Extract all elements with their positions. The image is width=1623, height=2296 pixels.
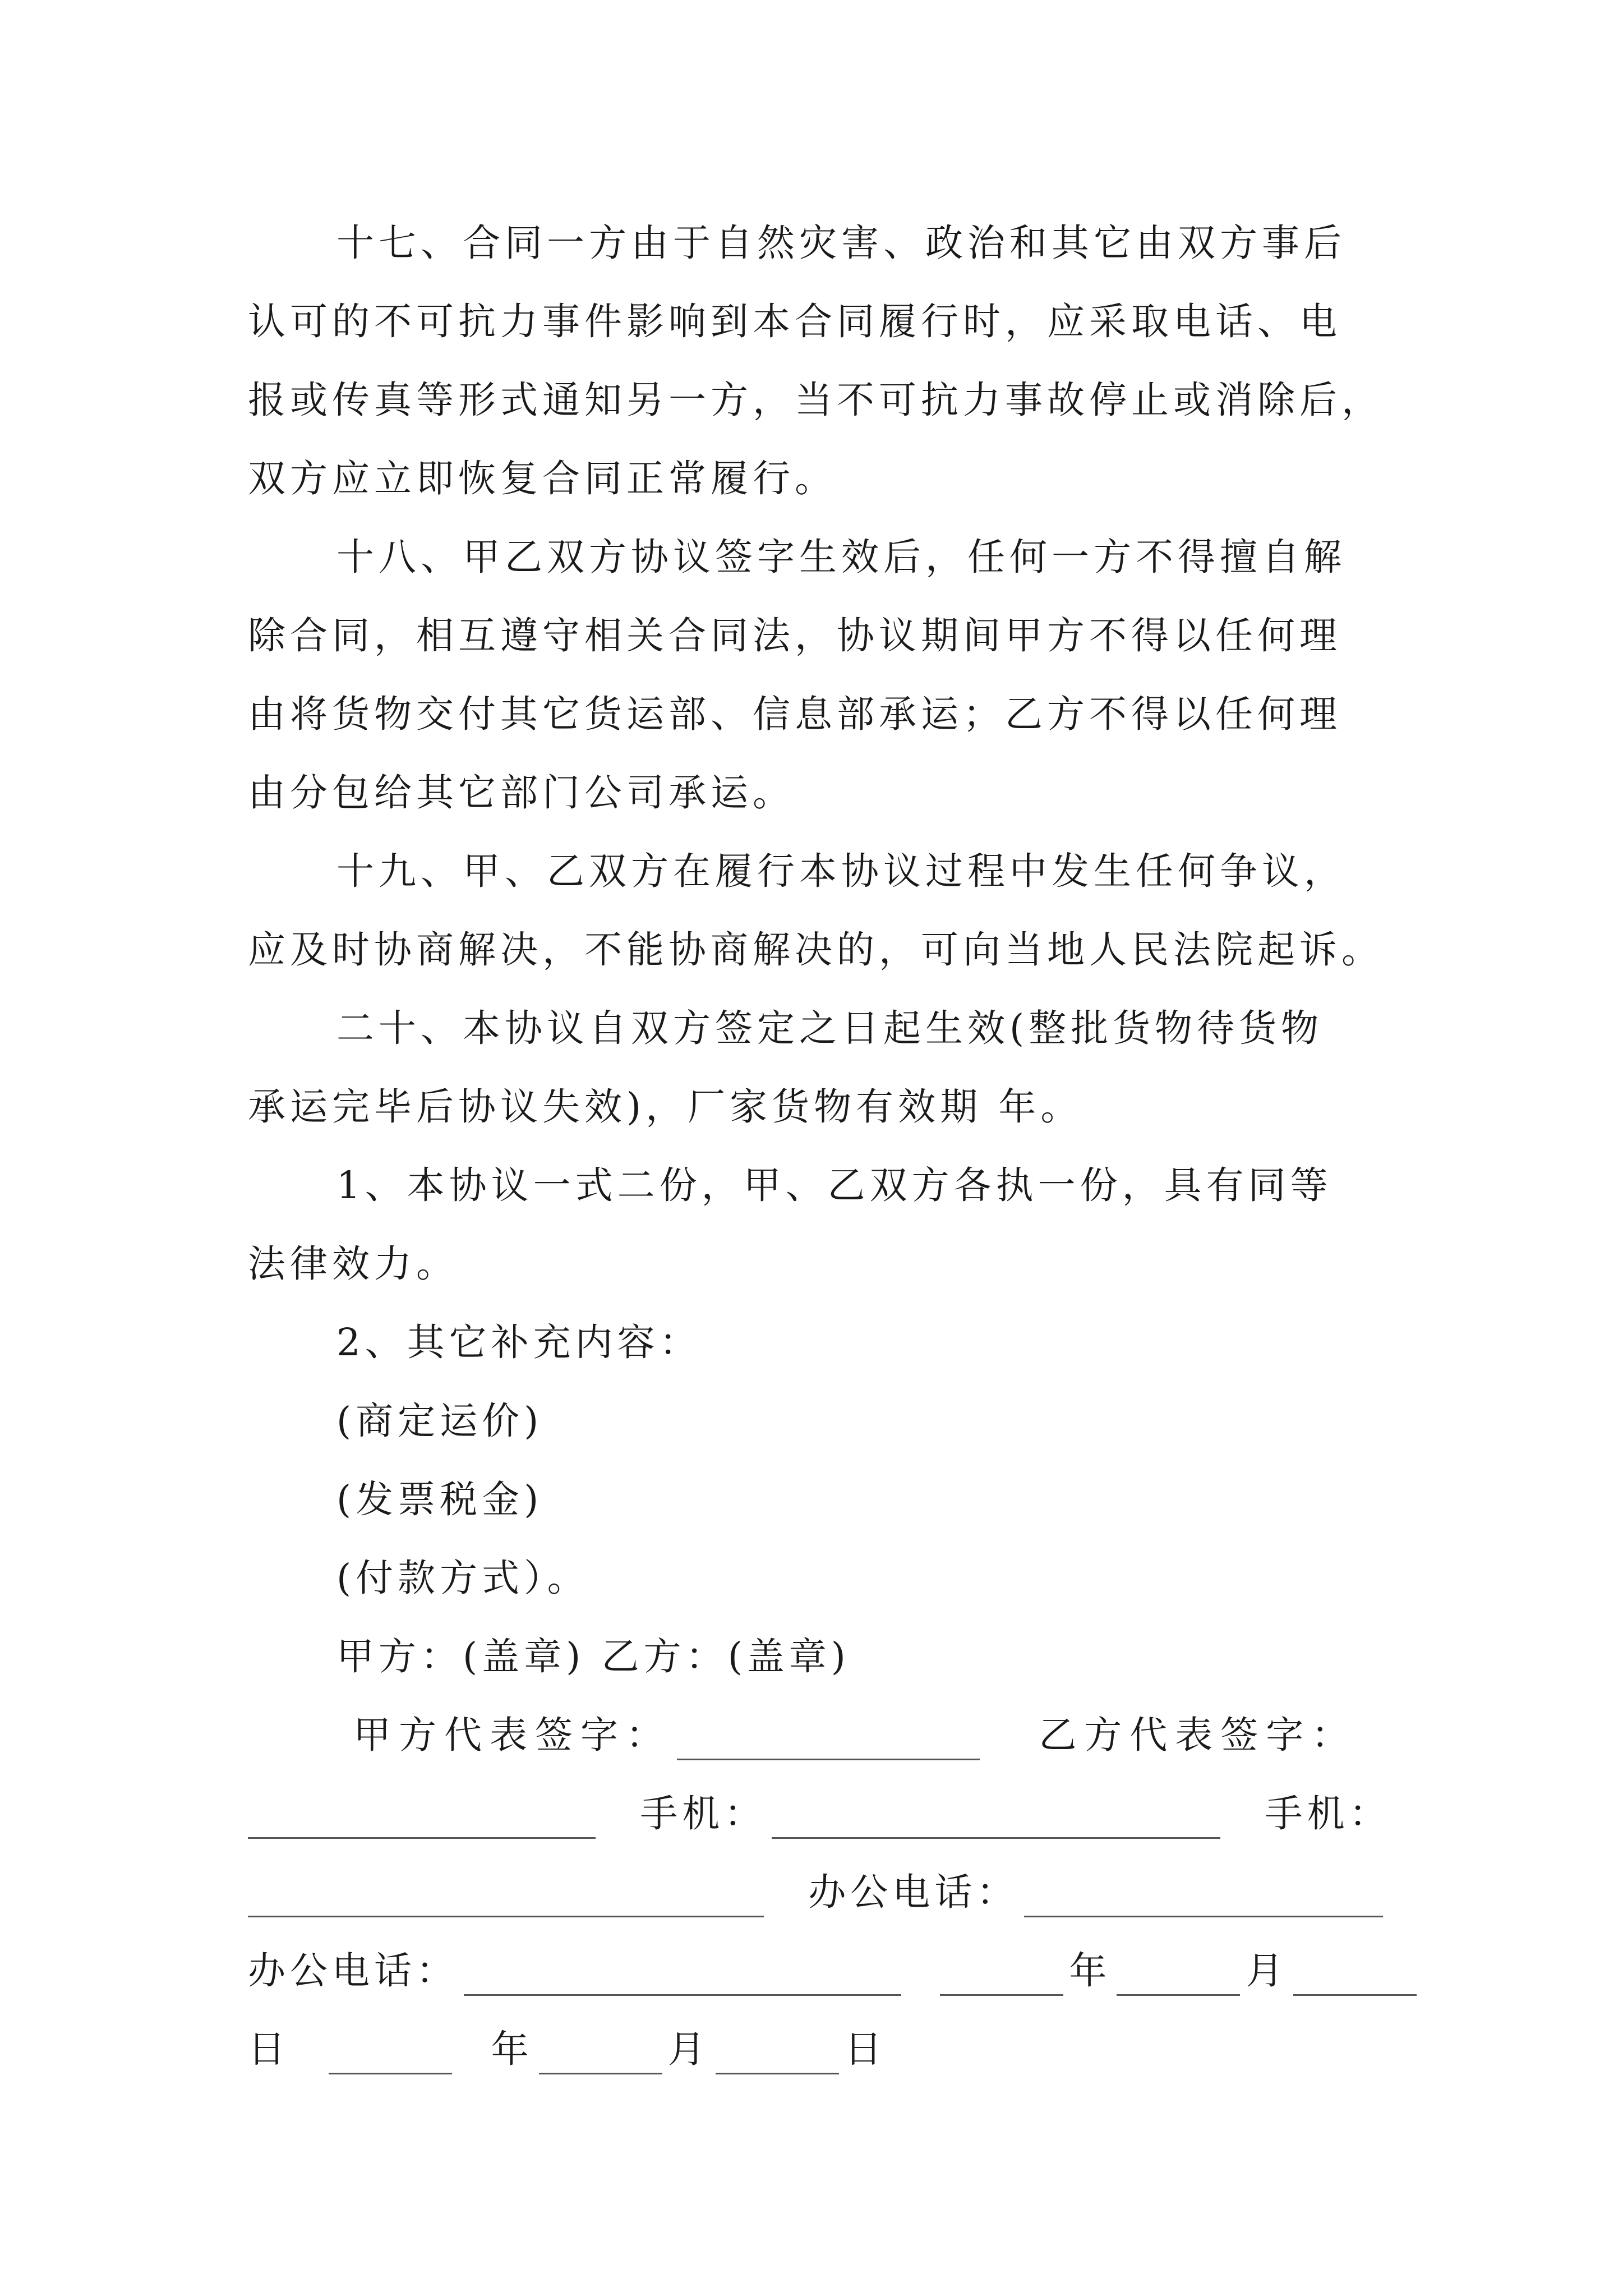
office-phone-label-b: 办公电话： [248,1949,458,1993]
mobile-b-blank[interactable] [248,1879,764,1917]
clause-18-line-3: 由将货物交付其它货运部、信息部承运；乙方不得以任何理 [248,692,1341,736]
seal-line: 甲方：(盖章) 乙方：(盖章) [336,1635,850,1678]
clause-18-line-1: 十八、甲乙双方协议签字生效后，任何一方不得擅自解 [336,535,1346,579]
mobile-a-blank[interactable] [772,1800,1220,1839]
payment-method: (付款方式）。 [336,1556,589,1600]
party-a-rep-signature-blank[interactable] [677,1722,980,1760]
day-a-label: 日 [248,2027,290,2071]
year-a-blank[interactable] [940,1957,1063,1996]
party-a-rep-label: 甲方代表签字： [353,1713,671,1757]
day-b-blank[interactable] [716,2036,839,2074]
office-phone-b-blank[interactable] [464,1957,901,1996]
clause-17-line-2: 认可的不可抗力事件影响到本合同履行时，应采取电话、电 [248,300,1341,343]
clause-17-line-1: 十七、合同一方由于自然灾害、政治和其它由双方事后 [336,221,1346,265]
year-b-blank[interactable] [329,2036,452,2074]
clause-20-line-1: 二十、本协议自双方签定之日起生效(整批货物待货物 [336,1006,1324,1050]
office-phone-row-a [248,1867,1389,1917]
party-b-rep-label: 乙方代表签字： [1039,1713,1357,1757]
mobile-label-a: 手机： [640,1792,767,1835]
item-2-line: 2、其它补充内容： [336,1320,702,1364]
year-b-label: 年 [491,2027,533,2071]
item-1-line-1: 1、本协议一式二份，甲、乙双方各执一份，具有同等 [336,1163,1332,1207]
mobile-label-b: 手机： [1265,1792,1391,1835]
month-b-label: 月 [667,2027,710,2071]
date-row-b [248,2024,887,2074]
day-b-label: 日 [844,2027,887,2071]
negotiated-freight: (商定运价) [336,1399,543,1443]
clause-18-line-4: 由分包给其它部门公司承运。 [248,771,795,815]
clause-19-line-1: 十九、甲、乙双方在履行本协议过程中发生任何争议， [336,849,1346,893]
year-a-label: 年 [1069,1949,1112,1993]
clause-17-line-3: 报或传真等形式通知另一方，当不可抗力事故停止或消除后， [248,378,1384,422]
party-b-rep-signature-blank[interactable] [248,1800,596,1839]
mobile-row [248,1788,1391,1839]
day-a-blank[interactable] [1293,1957,1417,1996]
month-a-blank[interactable] [1117,1957,1240,1996]
item-1-line-2: 法律效力。 [248,1242,458,1286]
clause-17-line-4: 双方应立即恢复合同正常履行。 [248,457,837,500]
party-a-rep-row [353,1710,1357,1760]
office-phone-label-a: 办公电话： [808,1870,1019,1914]
invoice-tax: (发票税金) [336,1478,543,1521]
clause-18-line-2: 除合同，相互遵守相关合同法，协议期间甲方不得以任何理 [248,614,1341,657]
office-phone-row-b [248,1945,1422,1996]
month-a-label: 月 [1246,1949,1288,1993]
clause-19-line-2: 应及时协商解决，不能协商解决的，可向当地人民法院起诉。 [248,928,1384,972]
month-b-blank[interactable] [539,2036,662,2074]
clause-20-line-2: 承运完毕后协议失效)，厂家货物有效期 年。 [248,1085,1083,1129]
office-phone-a-blank[interactable] [1024,1879,1383,1917]
